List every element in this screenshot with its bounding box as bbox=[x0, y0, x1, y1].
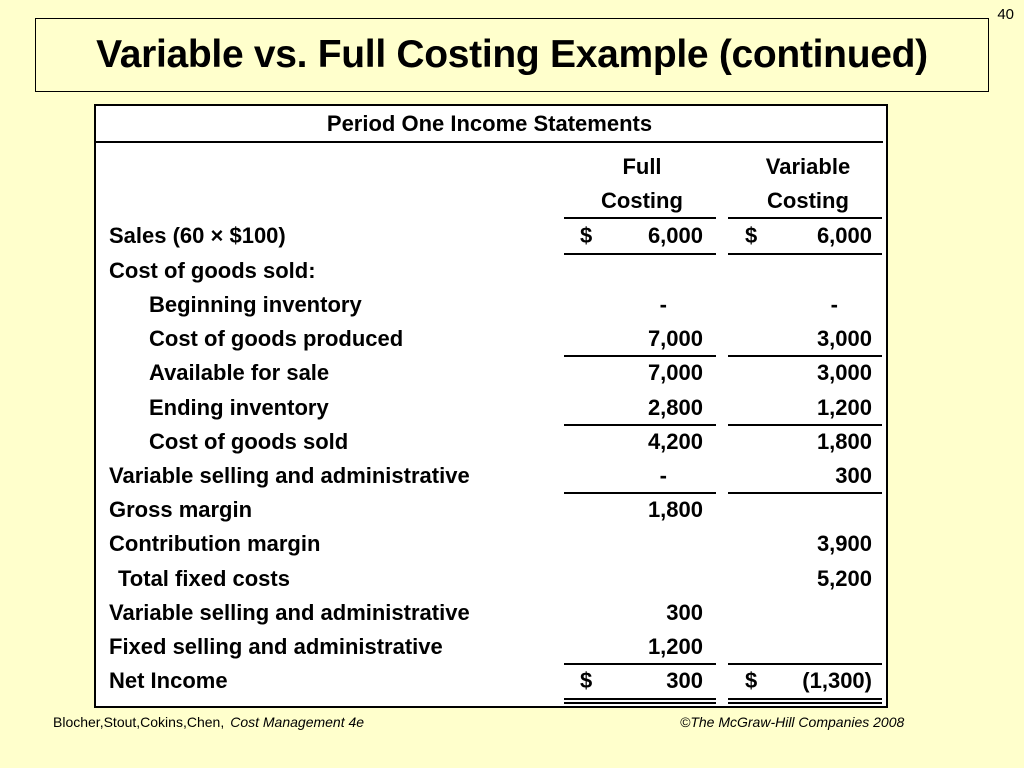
row-label: Gross margin bbox=[109, 497, 253, 522]
row-beginning-inventory bbox=[96, 288, 886, 322]
row-label: Cost of goods produced bbox=[149, 326, 404, 351]
statement-heading: Period One Income Statements bbox=[96, 106, 883, 143]
title-box bbox=[35, 18, 989, 92]
variable-costing-value: 3,000 bbox=[816, 360, 872, 385]
row-variable-selling-admin-2 bbox=[96, 596, 886, 630]
row-available-for-sale bbox=[96, 356, 886, 390]
row-label: Sales (60 × $100) bbox=[109, 223, 286, 248]
row-label: Contribution margin bbox=[109, 531, 321, 556]
net-income-double-underline-full-a bbox=[564, 698, 716, 700]
currency-symbol: $ bbox=[745, 668, 758, 693]
row-contribution-margin bbox=[96, 527, 886, 561]
row-total-fixed-costs bbox=[96, 562, 886, 596]
footer-authors: Blocher,Stout,Cokins,Chen, bbox=[53, 714, 225, 730]
row-label: Ending inventory bbox=[149, 395, 329, 420]
variable-costing-value: 1,200 bbox=[816, 395, 872, 420]
currency-symbol: $ bbox=[745, 223, 758, 248]
full-costing-value: 2,800 bbox=[647, 395, 703, 420]
row-cost-of-goods-sold bbox=[96, 425, 886, 459]
full-costing-value: 4,200 bbox=[647, 429, 703, 454]
row-label: Beginning inventory bbox=[149, 292, 362, 317]
full-costing-value: 6,000 bbox=[647, 223, 703, 248]
row-variable-selling-admin-1 bbox=[96, 459, 886, 493]
variable-costing-value: 5,200 bbox=[816, 566, 872, 591]
page-number: 40 bbox=[997, 6, 1014, 23]
full-costing-value: - bbox=[659, 463, 667, 488]
row-label: Total fixed costs bbox=[118, 566, 290, 591]
full-costing-value: 7,000 bbox=[647, 360, 703, 385]
col-header-full-line1: Full bbox=[622, 154, 662, 179]
col-header-variable-line1: Variable bbox=[765, 154, 851, 179]
row-label: Available for sale bbox=[149, 360, 330, 385]
row-label: Variable selling and administrative bbox=[109, 600, 470, 625]
full-costing-value: 1,200 bbox=[647, 634, 703, 659]
footer-copyright: ©The McGraw-Hill Companies 2008 bbox=[680, 714, 905, 730]
net-income-double-underline-full-b bbox=[564, 702, 716, 704]
variable-costing-value: (1,300) bbox=[802, 668, 872, 693]
row-gross-margin bbox=[96, 493, 886, 527]
currency-symbol: $ bbox=[580, 223, 593, 248]
row-label: Cost of goods sold bbox=[149, 429, 349, 454]
row-fixed-selling-admin bbox=[96, 630, 886, 664]
variable-costing-value: 3,900 bbox=[816, 531, 872, 556]
full-costing-value: - bbox=[659, 292, 667, 317]
variable-costing-value: - bbox=[830, 292, 838, 317]
net-income-double-underline-variable-b bbox=[728, 702, 882, 704]
row-sales bbox=[96, 219, 886, 253]
variable-costing-value: 1,800 bbox=[816, 429, 872, 454]
income-statement-table bbox=[94, 104, 888, 708]
row-label: Cost of goods sold: bbox=[109, 258, 316, 283]
col-header-full-line2: Costing bbox=[601, 188, 683, 213]
variable-costing-value: 300 bbox=[835, 463, 872, 488]
row-label: Net Income bbox=[109, 668, 228, 693]
full-costing-value: 7,000 bbox=[647, 326, 703, 351]
footer-citation bbox=[53, 714, 364, 730]
row-ending-inventory bbox=[96, 391, 886, 425]
full-costing-value: 300 bbox=[666, 600, 703, 625]
variable-costing-value: 3,000 bbox=[816, 326, 872, 351]
full-costing-value: 1,800 bbox=[647, 497, 703, 522]
col-header-variable-line2: Costing bbox=[767, 188, 849, 213]
currency-symbol: $ bbox=[580, 668, 593, 693]
row-label: Variable selling and administrative bbox=[109, 463, 470, 488]
full-costing-value: 300 bbox=[666, 668, 703, 693]
slide-title: Variable vs. Full Costing Example (continued) bbox=[96, 33, 928, 76]
row-cost-of-goods-produced bbox=[96, 322, 886, 356]
row-cogs-header bbox=[96, 254, 886, 288]
footer-book-title: Cost Management 4e bbox=[230, 714, 365, 730]
variable-costing-value: 6,000 bbox=[816, 223, 872, 248]
row-label: Fixed selling and administrative bbox=[109, 634, 443, 659]
row-net-income bbox=[96, 664, 886, 698]
net-income-double-underline-variable-a bbox=[728, 698, 882, 700]
